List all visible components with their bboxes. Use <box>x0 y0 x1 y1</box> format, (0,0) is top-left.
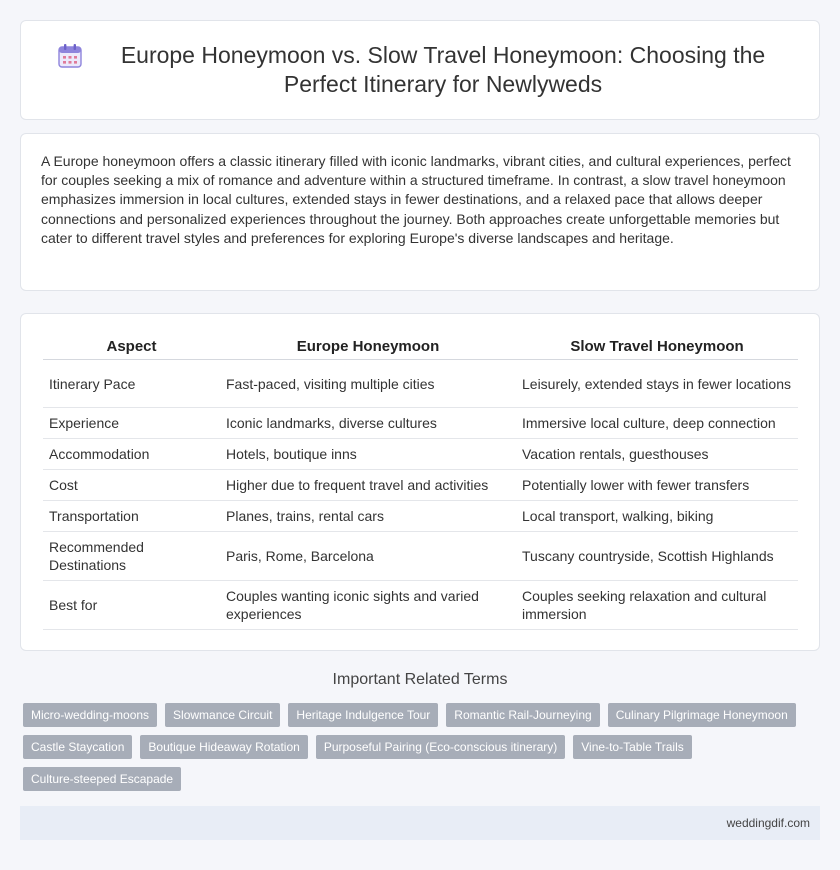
table-cell: Transportation <box>43 501 220 532</box>
term-tag[interactable]: Heritage Indulgence Tour <box>288 703 438 727</box>
table-cell: Accommodation <box>43 439 220 470</box>
footer-site-link[interactable]: weddingdif.com <box>726 816 810 830</box>
table-row <box>43 408 798 439</box>
table-cell: Itinerary Pace <box>43 360 220 408</box>
table-row <box>43 470 798 501</box>
table-row <box>43 439 798 470</box>
term-tag[interactable]: Castle Staycation <box>23 735 132 759</box>
table-header-row <box>43 330 798 360</box>
term-tag[interactable]: Boutique Hideaway Rotation <box>140 735 307 759</box>
column-header-aspect: Aspect <box>43 330 220 360</box>
term-tag[interactable]: Slowmance Circuit <box>165 703 280 727</box>
page-title: Europe Honeymoon vs. Slow Travel Honeymoon: Choosing the Perfect Itinerary for Newlyweds <box>120 42 766 97</box>
table-cell: Couples wanting iconic sights and varied experiences <box>220 581 516 630</box>
table-cell: Leisurely, extended stays in fewer locations <box>516 360 798 408</box>
header-card <box>20 20 820 120</box>
column-header-slow-travel: Slow Travel Honeymoon <box>516 330 798 360</box>
intro-card <box>20 133 820 291</box>
table-row <box>43 581 798 630</box>
term-tag[interactable]: Culinary Pilgrimage Honeymoon <box>608 703 796 727</box>
table-cell: Couples seeking relaxation and cultural immersion <box>516 581 798 630</box>
table-cell: Cost <box>43 470 220 501</box>
calendar-icon <box>57 43 83 69</box>
table-cell: Fast-paced, visiting multiple cities <box>220 360 516 408</box>
table-cell: Local transport, walking, biking <box>516 501 798 532</box>
table-cell: Hotels, boutique inns <box>220 439 516 470</box>
table-cell: Experience <box>43 408 220 439</box>
table-cell: Higher due to frequent travel and activities <box>220 470 516 501</box>
table-cell: Potentially lower with fewer transfers <box>516 470 798 501</box>
table-cell: Vacation rentals, guesthouses <box>516 439 798 470</box>
footer <box>20 806 820 840</box>
table-cell: Immersive local culture, deep connection <box>516 408 798 439</box>
term-tag[interactable]: Micro-wedding-moons <box>23 703 157 727</box>
table-cell: Paris, Rome, Barcelona <box>220 532 516 581</box>
comparison-table <box>43 330 798 630</box>
table-cell: Recommended Destinations <box>43 532 220 581</box>
term-tag[interactable]: Romantic Rail-Journeying <box>446 703 599 727</box>
column-header-europe: Europe Honeymoon <box>220 330 516 360</box>
table-row <box>43 501 798 532</box>
table-cell: Best for <box>43 581 220 630</box>
term-tag[interactable]: Vine-to-Table Trails <box>573 735 692 759</box>
term-tag[interactable]: Purposeful Pairing (Eco-conscious itinerary) <box>316 735 565 759</box>
intro-paragraph: A Europe honeymoon offers a classic itinerary filled with iconic landmarks, vibrant cities, and cultural experiences, perfect for couples seeking a mix of romance and adventure within a structured timeframe. In contrast, a slow travel honeymoon emphasizes immersion in local cultures, extended stays in fewer destinations, and a relaxed pace that allows deeper connections and personalized experiences throughout the journey. Both approaches create unforgettable memories but cater to different travel styles and preferences for exploring Europe's diverse landscapes and heritage. <box>41 153 791 246</box>
table-cell: Planes, trains, rental cars <box>220 501 516 532</box>
table-row <box>43 532 798 581</box>
table-row <box>43 360 798 408</box>
related-terms-title: Important Related Terms <box>332 671 508 688</box>
comparison-table-card <box>20 313 820 651</box>
table-cell: Tuscany countryside, Scottish Highlands <box>516 532 798 581</box>
related-terms-list <box>23 703 823 799</box>
term-tag[interactable]: Culture-steeped Escapade <box>23 767 181 791</box>
table-cell: Iconic landmarks, diverse cultures <box>220 408 516 439</box>
